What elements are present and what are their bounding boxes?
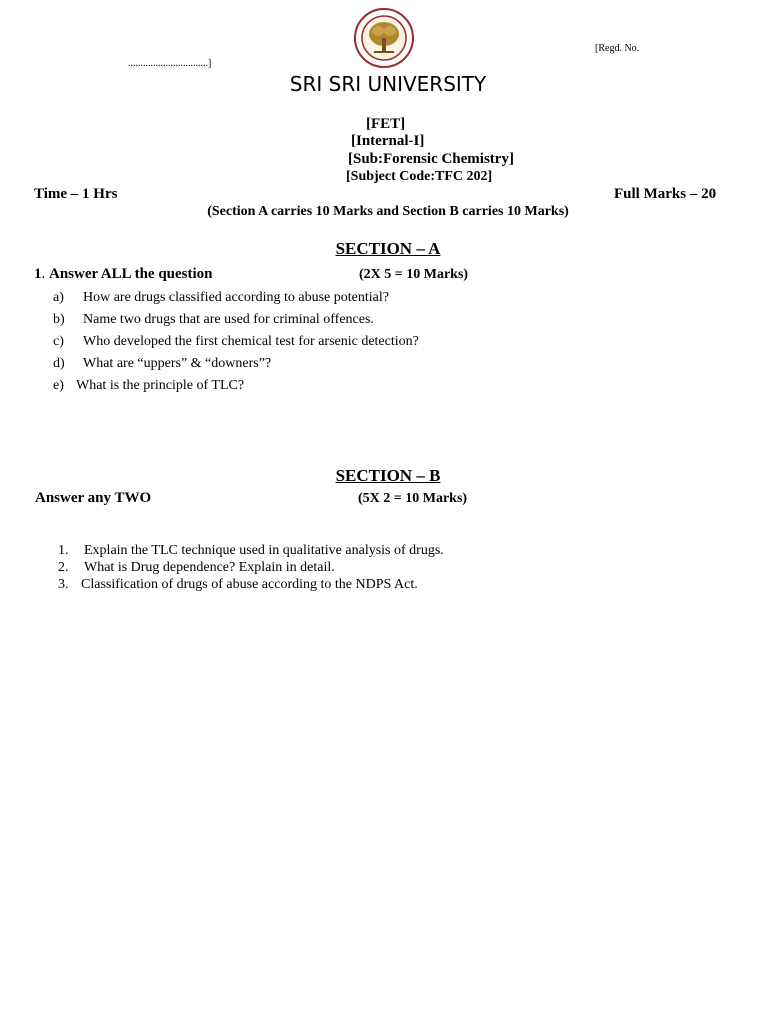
question-text: Explain the TLC technique used in qualitative analysis of drugs.: [84, 543, 444, 558]
university-name: SRI SRI UNIVERSITY: [289, 72, 487, 96]
list-item: [53, 356, 271, 372]
instruction-text: Answer ALL the question: [49, 266, 213, 282]
question-text: Name two drugs that are used for criminal offences.: [83, 312, 374, 327]
section-a-marks: (2X 5 = 10 Marks): [359, 267, 469, 282]
regd-no-label: [Regd. No.: [595, 43, 640, 54]
faculty-label: [FET]: [366, 116, 406, 132]
list-item: [58, 577, 418, 593]
question-text: What is the principle of TLC?: [76, 378, 245, 393]
question-label: c): [53, 334, 64, 349]
section-b-instruction: Answer any TWO: [35, 490, 152, 506]
question-text: How are drugs classified according to abuse potential?: [83, 290, 389, 305]
subject-code-label: [Subject Code:TFC 202]: [346, 169, 493, 184]
question-label: 2.: [58, 560, 69, 575]
list-item: [53, 312, 374, 328]
section-a-title: SECTION – A: [335, 239, 441, 258]
list-item: [53, 290, 389, 306]
question-text: Classification of drugs of abuse according to the NDPS Act.: [81, 577, 418, 592]
question-label: e): [53, 378, 64, 393]
question-text: Who developed the first chemical test for arsenic detection?: [83, 334, 419, 349]
time-label: Time – 1 Hrs: [34, 186, 118, 202]
section-b-title: SECTION – B: [335, 466, 441, 485]
question-label: b): [53, 312, 65, 327]
subject-label: [Sub:Forensic Chemistry]: [348, 151, 514, 167]
list-item: [58, 560, 335, 576]
list-item: [53, 334, 419, 350]
question-label: d): [53, 356, 65, 371]
full-marks-label: Full Marks – 20: [614, 186, 717, 202]
list-item: [53, 378, 244, 394]
question-number: 1: [34, 266, 42, 282]
list-item: [58, 543, 444, 559]
question-text: What is Drug dependence? Explain in detail.: [84, 560, 335, 575]
university-logo: [354, 8, 414, 68]
section-b-marks: (5X 2 = 10 Marks): [358, 491, 468, 506]
marks-note: (Section A carries 10 Marks and Section B carries 10 Marks): [207, 204, 569, 219]
exam-label: [Internal-I]: [351, 133, 425, 149]
question-label: a): [53, 290, 64, 305]
question-label: 3.: [58, 577, 69, 592]
regd-no-blank: ................................]: [128, 58, 212, 69]
question-label: 1.: [58, 543, 69, 558]
section-a-instruction: 1. Answer ALL the question: [34, 266, 213, 282]
question-text: What are “uppers” & “downers”?: [83, 356, 272, 371]
